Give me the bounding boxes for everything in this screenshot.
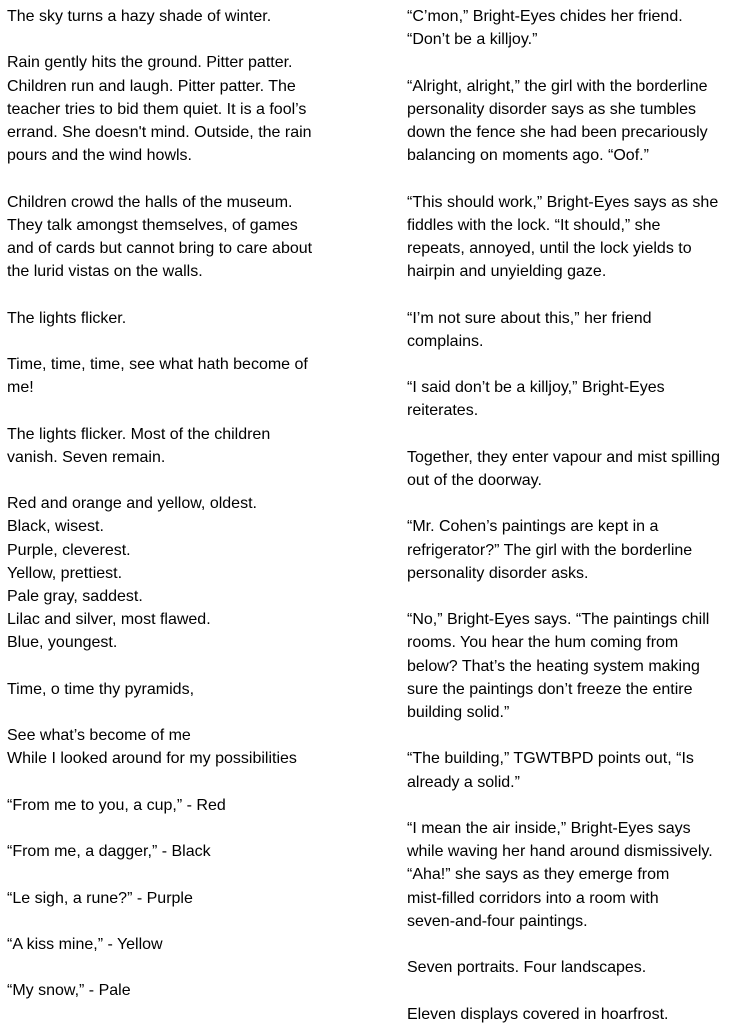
paragraph: “The building,” TGWTBPD points out, “Is already a solid.” [407,750,694,791]
left-text-column [7,5,379,1003]
paragraph: The lights flicker. [7,309,127,327]
paragraph: “From me, a dagger,” - Black [7,843,211,861]
paragraph: “A kiss mine,” - Yellow [7,935,163,953]
paragraph: Time, o time thy pyramids, [7,680,195,698]
paragraph: Children crowd the halls of the museum. They talk amongst themselves, of games and of cards but cannot bring to care about the lurid vistas on the walls. [7,193,313,281]
paragraph: Together, they enter vapour and mist spilling out of the doorway. [407,448,721,489]
paragraph: Time, time, time, see what hath become of me! [7,355,308,397]
paragraph: “Mr. Cohen’s paintings are kept in a refrigerator?” The girl with the borderline personality disorder asks. [407,518,693,582]
paragraph: “No,” Bright-Eyes says. “The paintings chill rooms. You hear the hum coming from below? That’s the heating system making sure the paintings don’t freeze the entire building solid.” [407,611,710,721]
paragraph: “Alright, alright,” the girl with the borderline personality disorder says as she tumbles down the fence she had been precariously balancing on moments ago. “Oof.” [407,77,708,165]
paragraph: See what’s become of me While I looked around for my possibilities [7,727,297,768]
paragraph: “I mean the air inside,” Bright-Eyes says while waving her hand around dismissively. “Aha!” she says as they emerge from mist-filled corridors into a room with seven-and-four paintings. [407,819,713,930]
paragraph: The lights flicker. Most of the children vanish. Seven remain. [7,425,271,466]
paragraph: “C’mon,” Bright-Eyes chides her friend. “Don’t be a killjoy.” [407,8,683,49]
paragraph: “I said don’t be a killjoy,” Bright-Eyes reiterates. [407,379,665,420]
paragraph: Rain gently hits the ground. Pitter patter. Children run and laugh. Pitter patter. The teacher tries to bid them quiet. It is a fool’s errand. She doesn't mind. Outside, the rain pours and the wind howls. [7,54,312,165]
paragraph: “My snow,” - Pale [7,982,131,1000]
paragraph: “I’m not sure about this,” her friend complains. [407,309,652,350]
paragraph: “This should work,” Bright-Eyes says as she fiddles with the lock. “It should,” she repeats, annoyed, until the lock yields to hairpin and unyielding gaze. [407,193,719,281]
paragraph: “Le sigh, a rune?” - Purple [7,889,193,907]
paragraph: Eleven displays covered in hoarfrost. [407,1005,669,1023]
paragraph: Red and orange and yellow, oldest. Black, wisest. Purple, cleverest. Yellow, prettiest. Pale gray, saddest. Lilac and silver, most flawed. Blue, youngest. [7,495,257,652]
paragraph: Seven portraits. Four landscapes. [407,959,647,977]
paragraph: “From me to you, a cup,” - Red [7,796,226,814]
paragraph: The sky turns a hazy shade of winter. [7,8,272,25]
right-text-column [407,5,752,1026]
